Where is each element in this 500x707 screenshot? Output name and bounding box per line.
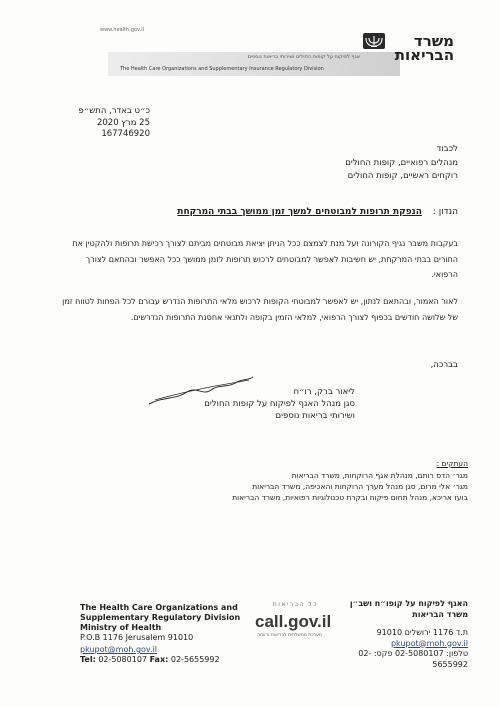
footer-eng-address: P.O.B 1176 Jerusalem 91010 (80, 633, 194, 642)
signatory-title-2: ושירותי בריאות נוספים (275, 411, 355, 421)
footer-fax: 02-5655992 (170, 655, 220, 664)
signatory-name: ליאור ברק, רו״ח (293, 387, 355, 397)
subject-line (100, 207, 458, 217)
footer-tel: 02-5080107 (98, 655, 148, 664)
call-gov-logo-icon (254, 610, 332, 632)
footer-eng-line-2: Supplementary Regulatory Division (80, 613, 241, 622)
footer-heb-line-1: האגף לפיקוח על קופו״ח ושב״ן (349, 599, 468, 608)
footer-eng-email[interactable]: pkupot@moh.gov.il (80, 645, 158, 654)
closing: בברכה, (430, 360, 458, 370)
logo-line-2: הבריאות (394, 46, 454, 64)
header-band-english: The Health Care Organizations and Supplementary Insurance Regulatory Division (120, 66, 324, 72)
hebrew-date: כ״ט באדר, התש״פ (78, 106, 150, 116)
footer-eng-line-3: Ministry of Health (80, 623, 162, 632)
signatory-title-1: סגן מנהל האגף לפיקוח על קופות החולים (204, 399, 355, 409)
footer-heb-phones: טלפון: 02-5080107 פקס: 02-5655992 (358, 649, 468, 669)
footer-fax-label: Fax: (149, 655, 169, 664)
signatory-block (140, 386, 355, 422)
subject-text: הנפקת תרופות למבוטחים למשך זמן ממושך בבתי המרקחת (177, 207, 422, 217)
menorah-emblem-icon (361, 31, 387, 51)
date-block (60, 106, 150, 141)
ministry-logo (392, 34, 454, 62)
addressee-line-1: מנהלים רפואיים, קופות החולים (345, 157, 458, 168)
header-band-hebrew: אגף לפיקוח על קופות החולים ושירותי בריאות נוספים (247, 54, 360, 60)
body-paragraph-2: לאור האמור, ובהתאם לנתון, יש לאפשר למבוטחי הקופות לרכוש מלאי התרופות הנדרש עבורם לכל הפחות לטווח זמן של שלושה חודשים בכפוף לצורך הרפואי, למלאי הזמין בקופה ולתנאי אחסנת התרופות הנדרשים. (62, 297, 458, 322)
cc-line-3: בועז אריכא, מנהל תחום פיקוח ובקרת טכנולוגיות רפואיות, משרד הבריאות (232, 493, 468, 502)
call-logo-text: call.gov.il (255, 612, 332, 631)
footer-heb-line-2: משרד הבריאות (412, 609, 468, 619)
footer-eng-line-1: The Health Care Organizations and (80, 603, 238, 612)
salutation: לכבוד (436, 144, 458, 154)
reference-number: 167746920 (101, 129, 150, 139)
addressee-line-2: רוקחים ראשיים, קופות החולים (347, 171, 458, 181)
footer-hebrew (328, 599, 468, 670)
logo-line-1: משרד (413, 32, 454, 50)
call-center-top: כל הבריאות (272, 601, 318, 608)
footer-heb-address: ת.ד 1176 ירושלים 91010 (376, 628, 468, 637)
addressee-block (200, 143, 458, 184)
header-url: www.health.gov.il (100, 27, 144, 33)
call-center-bottom: מערכת ממשלתית לבריאות ורווחה (257, 633, 322, 638)
footer-heb-email[interactable]: pkupot@moh.gov.il (390, 638, 468, 648)
cc-line-1: מגר׳ הדס רותם, מנהלת אגף הרוקחות, משרד הבריאות (291, 471, 468, 480)
body-paragraph-1: בעקבות משבר נגיף הקורונה ועל מנת לצמצם ככל הניתן יציאת מבוטחים מביתם לצורך רכישת תרופות ולהקטין את התורים בבתי המרקחת, יש חשיבות לאפשר למבוטחים לרכוש תרופות לזמן ממושך ככל האפשר ובהתאם לצורך הרפואי. (72, 239, 458, 279)
subject-label: הנדון : (432, 207, 458, 217)
footer-tel-label: Tel: (80, 655, 96, 664)
cc-title: העתקים : (436, 459, 468, 468)
cc-block (150, 458, 468, 503)
gregorian-date: 25 מרץ 2020 (96, 117, 150, 128)
cc-line-2: מגר׳ אלי מרום, סגן מנהל מערך הרוקחות והאכיפה, משרד הבריאות (252, 482, 468, 491)
